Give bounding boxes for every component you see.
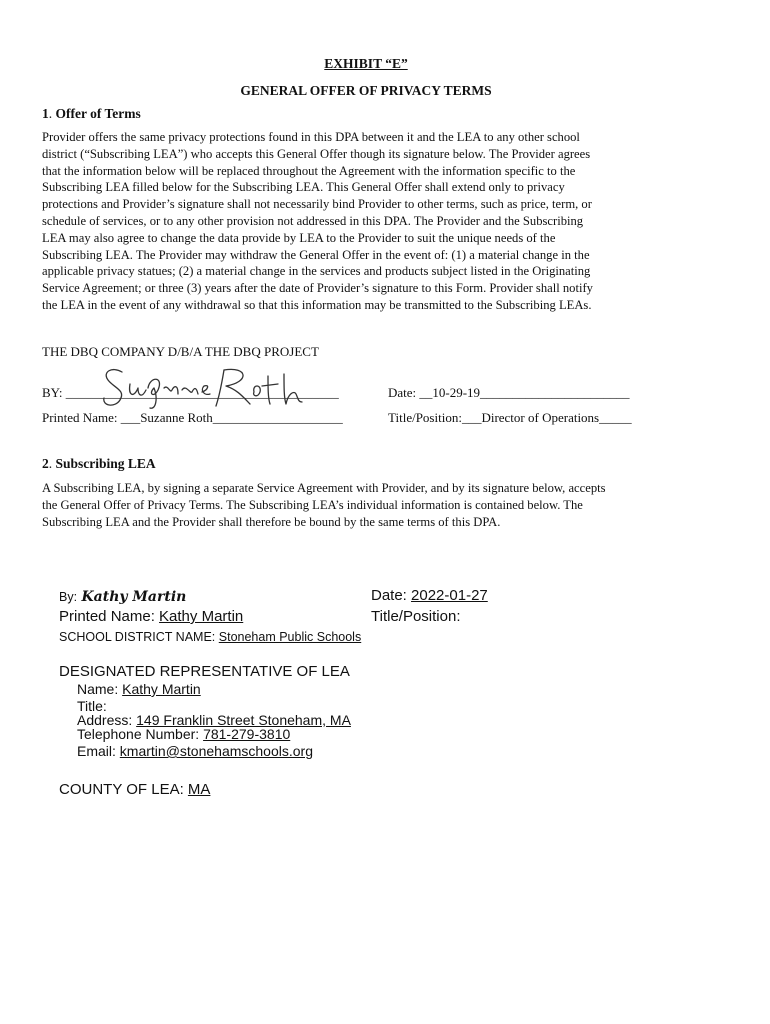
section-2-paragraph	[42, 480, 702, 530]
rep-phone-label: Telephone Number:	[77, 726, 200, 742]
rep-phone-value: 781-279-3810	[203, 726, 291, 742]
paragraph-line: Subscribing LEA and the Provider shall therefore be bound by the same terms of this DPA.	[42, 514, 501, 529]
paragraph-line: Subscribing LEA. The Provider may withdraw the General Offer in the event of: (1) a material change in the	[42, 247, 590, 262]
rep-phone-row	[77, 726, 290, 742]
section-1-paragraph	[42, 129, 702, 314]
provider-printed-name: Printed Name: ___Suzanne Roth____________________	[42, 410, 343, 425]
county-label: COUNTY OF LEA:	[59, 781, 184, 798]
paragraph-line: Subscribing LEA filled below for the Subscribing LEA. This General Offer shall extend only to privacy	[42, 180, 565, 195]
rep-address-value: 149 Franklin Street Stoneham, MA	[136, 712, 351, 728]
paragraph-line: protections and Provider’s signature shall not necessarily bind Provider to other terms, such as price, term, or	[42, 197, 592, 212]
lea-printed-name-row	[59, 608, 243, 625]
provider-company: THE DBQ COMPANY D/B/A THE DBQ PROJECT	[42, 344, 319, 359]
provider-date-line: Date: __10-29-19_______________________	[388, 385, 630, 400]
lea-date-row	[371, 587, 488, 604]
provider-title: Title/Position:___Director of Operations_____	[388, 410, 632, 425]
exhibit-title: EXHIBIT “E”	[324, 56, 408, 71]
section-1-title: Offer of Terms	[55, 106, 141, 121]
section-2-number: 2	[42, 456, 49, 471]
paragraph-line: Provider offers the same privacy protections found in this DPA between it and the LEA to any other school	[42, 130, 580, 144]
rep-email-value: kmartin@stonehamschools.org	[119, 743, 313, 759]
general-offer-title: GENERAL OFFER OF PRIVACY TERMS	[240, 83, 492, 98]
paragraph-line: schedule of services, or to any other provision not addressed in this DPA. The Provider and the Subscribing	[42, 213, 584, 228]
lea-district-label: SCHOOL DISTRICT NAME:	[59, 630, 216, 644]
county-value: MA	[187, 781, 211, 798]
rep-email-label: Email:	[77, 743, 116, 759]
rep-name-row	[77, 681, 201, 697]
paragraph-line: applicable privacy statues; (2) a material change in the services and products subject listed in the Originating	[42, 264, 591, 279]
rep-heading: DESIGNATED REPRESENTATIVE OF LEA	[59, 663, 350, 680]
lea-title-label: Title/Position:	[371, 608, 461, 625]
paragraph-line: LEA may also agree to change the data provide by LEA to the Provider to suit the unique needs of the	[42, 230, 556, 245]
paragraph-line: A Subscribing LEA, by signing a separate Service Agreement with Provider, and by its signature below, accepts	[42, 481, 606, 495]
paragraph-line: district (“Subscribing LEA”) who accepts this General Offer though its signature below. The Provider agrees	[42, 146, 591, 161]
lea-date-value: 2022-01-27	[411, 587, 488, 604]
provider-by-line: BY: __________________________________________	[42, 385, 339, 400]
rep-name-value: Kathy Martin	[122, 681, 201, 697]
rep-email-row	[77, 743, 313, 759]
lea-printed-name-value: Kathy Martin	[159, 608, 244, 625]
rep-title-label: Title:	[77, 698, 107, 714]
lea-district-value: Stoneham Public Schools	[218, 630, 362, 644]
paragraph-line: the General Offer of Privacy Terms. The Subscribing LEA’s individual information is contained below. The	[42, 497, 583, 512]
paragraph-line: that the information below will be replaced throughout the Agreement with the information specific to the	[42, 163, 576, 178]
lea-by-row	[59, 588, 186, 606]
section-2-title: Subscribing LEA	[55, 456, 156, 471]
rep-address-label: Address:	[77, 712, 133, 728]
section-1-number: 1	[42, 106, 49, 121]
paragraph-line: Service Agreement; or three (3) years after the date of Provider’s signature to this Form. Provider shall notify	[42, 281, 593, 296]
lea-signature: Kathy Martin	[81, 589, 187, 605]
lea-district-row	[59, 630, 361, 644]
section-2-heading: 2. Subscribing LEA	[42, 456, 156, 471]
rep-name-label: Name:	[77, 681, 119, 697]
lea-printed-name-label: Printed Name:	[59, 608, 155, 625]
paragraph-line: the LEA in the event of any withdrawal so that this information may be transmitted to the Subscribing LEAs.	[42, 297, 592, 312]
lea-date-label: Date:	[371, 587, 407, 604]
provider-signature	[98, 364, 318, 410]
county-row	[59, 781, 210, 798]
lea-by-label: By:	[59, 590, 78, 604]
section-1-heading: 1. Offer of Terms	[42, 106, 141, 121]
